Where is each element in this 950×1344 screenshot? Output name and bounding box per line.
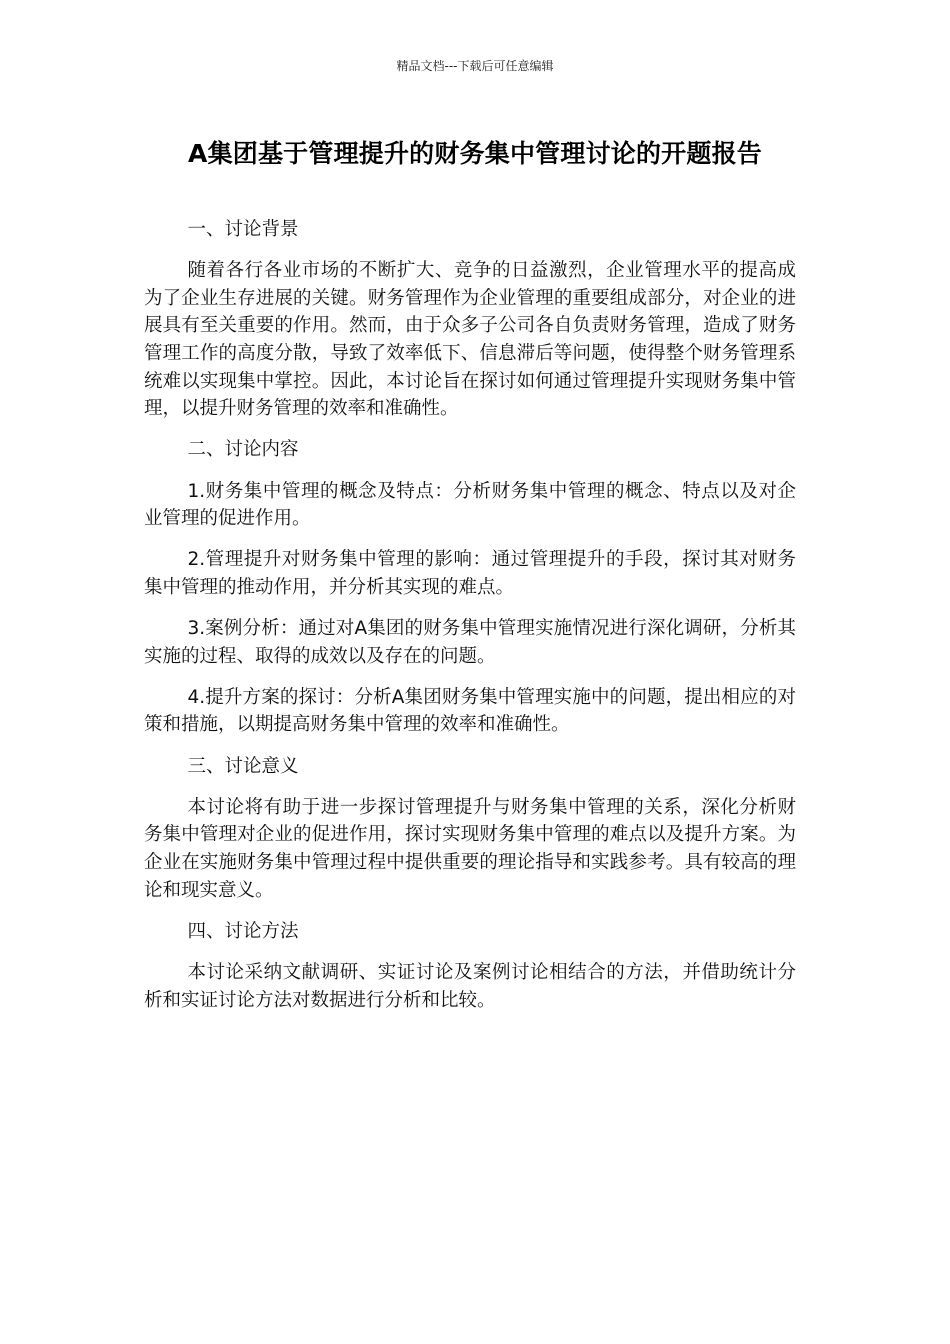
list-item-paragraph: 2.管理提升对财务集中管理的影响：通过管理提升的手段，探讨其对财务集中管理的推动作用，并分析其实现的难点。 — [144, 549, 796, 598]
page-header: 精品文档---下载后可任意编辑 — [396, 59, 554, 73]
list-item-paragraph: 3.案例分析：通过对A集团的财务集中管理实施情况进行深化调研，分析其实施的过程、取得的成效以及存在的问题。 — [144, 618, 796, 667]
section-heading: 四、讨论方法 — [187, 920, 299, 942]
paragraph: 本讨论将有助于进一步探讨管理提升与财务集中管理的关系，深化分析财务集中管理对企业的促进作用，探讨实现财务集中管理的难点以及提升方案。为企业在实施财务集中管理过程中提供重要的理论指导和实践参考。具有较高的理论和现实意义。 — [144, 796, 796, 901]
document-title: A集团基于管理提升的财务集中管理讨论的开题报告 — [188, 139, 762, 168]
paragraph: 随着各行各业市场的不断扩大、竞争的日益激烈，企业管理水平的提高成为了企业生存进展的关键。财务管理作为企业管理的重要组成部分，对企业的进展具有至关重要的作用。然而，由于众多子公司各自负责财务管理，造成了财务管理工作的高度分散，导致了效率低下、信息滞后等问题，使得整个财务管理系统难以实现集中掌控。因此，本讨论旨在探讨如何通过管理提升实现财务集中管理，以提升财务管理的效率和准确性。 — [144, 260, 796, 420]
list-item-paragraph: 1.财务集中管理的概念及特点：分析财务集中管理的概念、特点以及对企业管理的促进作用。 — [144, 480, 796, 530]
document-body — [144, 216, 796, 1028]
section-heading: 二、讨论内容 — [187, 439, 299, 461]
section-heading: 三、讨论意义 — [187, 755, 299, 777]
section-heading: 一、讨论背景 — [187, 219, 299, 240]
paragraph: 本讨论采纳文献调研、实证讨论及案例讨论相结合的方法，并借助统计分析和实证讨论方法对数据进行分析和比较。 — [144, 962, 796, 1011]
list-item-paragraph: 4.提升方案的探讨：分析A集团财务集中管理实施中的问题，提出相应的对策和措施，以期提高财务集中管理的效率和准确性。 — [144, 686, 796, 736]
